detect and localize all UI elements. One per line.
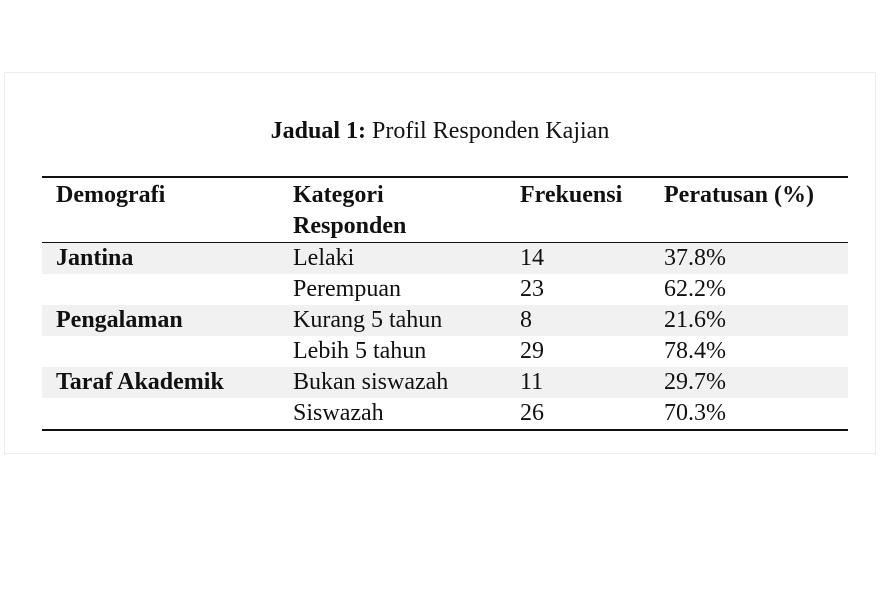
table-row xyxy=(42,398,848,430)
cell-group: Taraf Akademik xyxy=(56,369,224,395)
cell-kategori: Kurang 5 tahun xyxy=(293,307,443,333)
table-row xyxy=(42,243,848,275)
table-row xyxy=(42,367,848,398)
cell-group xyxy=(42,274,293,305)
header-peratusan: Peratusan (%) xyxy=(664,182,814,208)
cell-frekuensi: 23 xyxy=(520,276,544,302)
table-row xyxy=(42,305,848,336)
document-card xyxy=(4,72,876,454)
cell-peratusan: 78.4% xyxy=(664,338,726,364)
table-row xyxy=(42,274,848,305)
cell-peratusan: 62.2% xyxy=(664,276,726,302)
cell-frekuensi: 26 xyxy=(520,400,544,426)
cell-kategori: Perempuan xyxy=(293,276,401,302)
cell-group: Jantina xyxy=(56,245,134,271)
cell-frekuensi: 29 xyxy=(520,338,544,364)
header-kategori-line2: Responden xyxy=(293,213,407,239)
cell-peratusan: 37.8% xyxy=(664,245,726,271)
cell-peratusan: 29.7% xyxy=(664,369,726,395)
table-row xyxy=(42,336,848,367)
cell-frekuensi: 14 xyxy=(520,245,544,271)
header-demografi: Demografi xyxy=(56,182,166,208)
cell-kategori: Lelaki xyxy=(293,245,355,271)
cell-kategori: Siswazah xyxy=(293,400,384,426)
header-kategori xyxy=(293,177,520,243)
cell-group xyxy=(42,398,293,430)
cell-peratusan: 70.3% xyxy=(664,400,726,426)
caption-text: Profil Responden Kajian xyxy=(366,118,610,144)
cell-kategori: Bukan siswazah xyxy=(293,369,449,395)
cell-peratusan: 21.6% xyxy=(664,307,726,333)
caption-lead: Jadual 1: xyxy=(270,118,367,144)
respondent-profile-table xyxy=(42,176,848,431)
cell-group xyxy=(42,336,293,367)
cell-kategori: Lebih 5 tahun xyxy=(293,338,427,364)
table-header-row xyxy=(42,177,848,243)
cell-frekuensi: 8 xyxy=(520,307,532,333)
cell-group: Pengalaman xyxy=(56,307,183,333)
header-frekuensi: Frekuensi xyxy=(520,182,623,208)
cell-frekuensi: 11 xyxy=(520,369,544,395)
header-kategori-line1: Kategori xyxy=(293,182,384,208)
table-caption xyxy=(5,117,875,145)
